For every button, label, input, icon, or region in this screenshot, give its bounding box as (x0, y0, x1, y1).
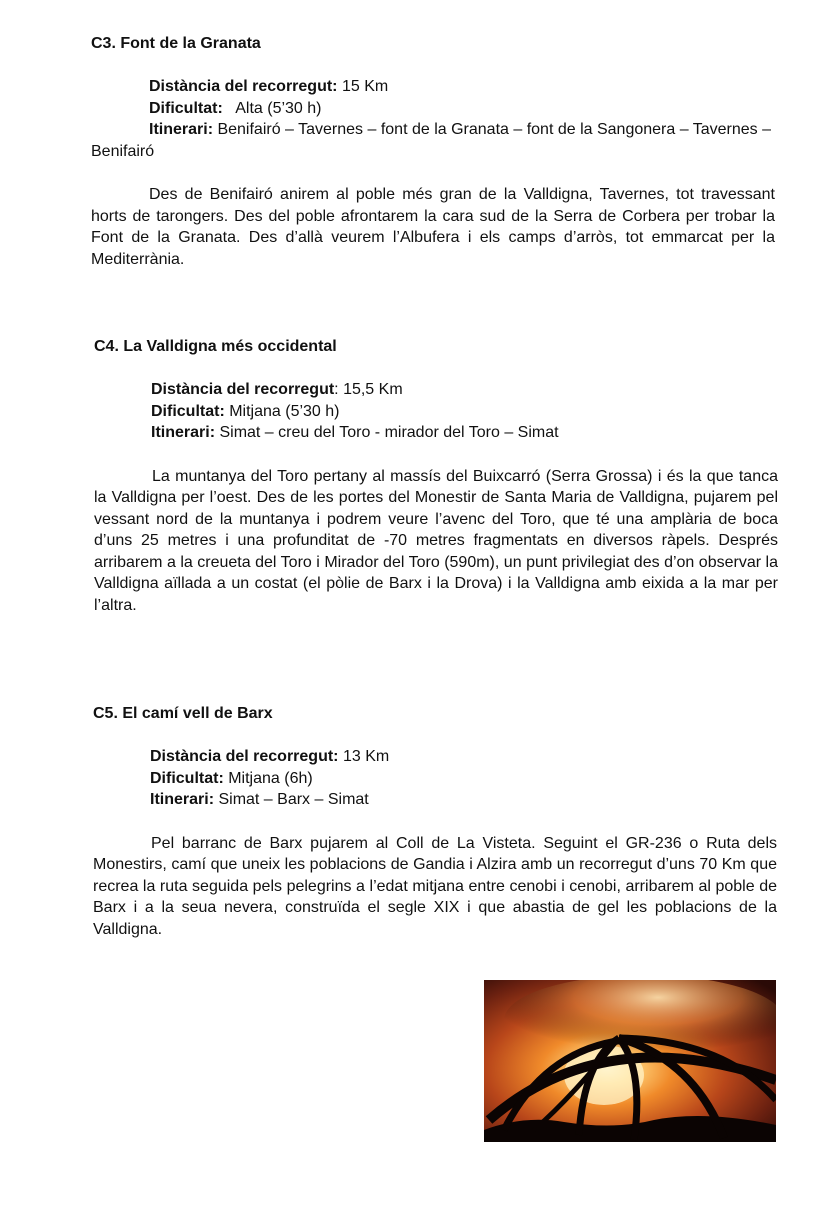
itinerary-line (93, 789, 777, 811)
distance-label: Distància del recorregut (151, 381, 335, 398)
difficulty-label: Dificultat: (149, 99, 223, 117)
route-details (91, 76, 775, 162)
difficulty-line (93, 768, 777, 790)
itinerary-label: Itinerari: (149, 121, 214, 138)
difficulty-line (91, 98, 775, 120)
distance-label: Distància del recorregut: (149, 78, 338, 95)
route-description: Pel barranc de Barx pujarem al Coll de La Visteta. Seguint el GR-236 o Ruta dels Monestirs, camí que uneix les poblacions de Gandia i Alzira amb un recorregut d’uns 70 Km que recrea la ruta seguida pels pelegrins a l’edat mitjana entre cenobi i cenobi, arribarem al poble de Barx i a la seua nevera, construïda el segle XIX i que abastia de gel les poblacions de la Valldigna. (93, 834, 777, 938)
sunset-dome-photo (484, 980, 776, 1142)
difficulty-value: Alta (5’30 h) (222, 99, 322, 117)
distance-value: : 15,5 Km (334, 381, 403, 398)
distance-line (91, 76, 775, 98)
section-title: C4. La Valldigna més occidental (94, 338, 337, 355)
route-description: La muntanya del Toro pertany al massís del Buixcarró (Serra Grossa) i és la que tanca la Valldigna per l’oest. Des de les portes del Monestir de Santa Maria de Valldigna, pujarem pel vessant nord de la muntanya i podrem veure l’avenc del Toro, que té una amplària de boca d’uns 25 metres i una profunditat de -70 metres fragmentats en diversos ràpels. Després arribarem a la creueta del Toro i Mirador del Toro (590m), un punt privilegiat des d’on observar la Valldigna aïllada a un costat (el pòlie de Barx i la Drova) i la Valldigna amb eixida a la mar per l’altra. (94, 467, 778, 614)
distance-label: Distància del recorregut: (150, 748, 339, 765)
itinerary-line (91, 119, 775, 162)
section-c5 (93, 704, 777, 940)
itinerary-label: Itinerari: (151, 424, 216, 441)
sunset-dome-icon (484, 980, 776, 1142)
difficulty-line (94, 401, 778, 423)
section-c3 (91, 34, 775, 270)
distance-value: 15 Km (337, 78, 389, 95)
itinerary-value: Benifairó – Tavernes – font de la Granata – font de la Sangonera – Tavernes – Benifairó (91, 121, 772, 160)
distance-line (94, 379, 778, 401)
itinerary-label: Itinerari: (150, 791, 215, 808)
section-c4 (94, 337, 778, 616)
difficulty-value: Mitjana (6h) (223, 769, 313, 787)
itinerary-value: Simat – Barx – Simat (214, 791, 369, 808)
section-title: C3. Font de la Granata (91, 35, 261, 52)
difficulty-label: Dificultat: (150, 769, 224, 787)
itinerary-value: Simat – creu del Toro - mirador del Toro – Simat (215, 424, 559, 441)
difficulty-label: Dificultat: (151, 402, 225, 420)
distance-value: 13 Km (338, 748, 390, 765)
distance-line (93, 746, 777, 768)
route-details (94, 379, 778, 444)
itinerary-line (94, 422, 778, 444)
route-description: Des de Benifairó anirem al poble més gran de la Valldigna, Tavernes, tot travessant horts de tarongers. Des del poble afrontarem la cara sud de la Serra de Corbera per trobar la Font de la Granata. Des d’allà veurem l’Albufera i els camps d’arròs, tot emmarcat per la Mediterrània. (91, 186, 775, 268)
route-details (93, 746, 777, 811)
difficulty-value: Mitjana (5’30 h) (224, 402, 340, 420)
section-title: C5. El camí vell de Barx (93, 705, 273, 722)
